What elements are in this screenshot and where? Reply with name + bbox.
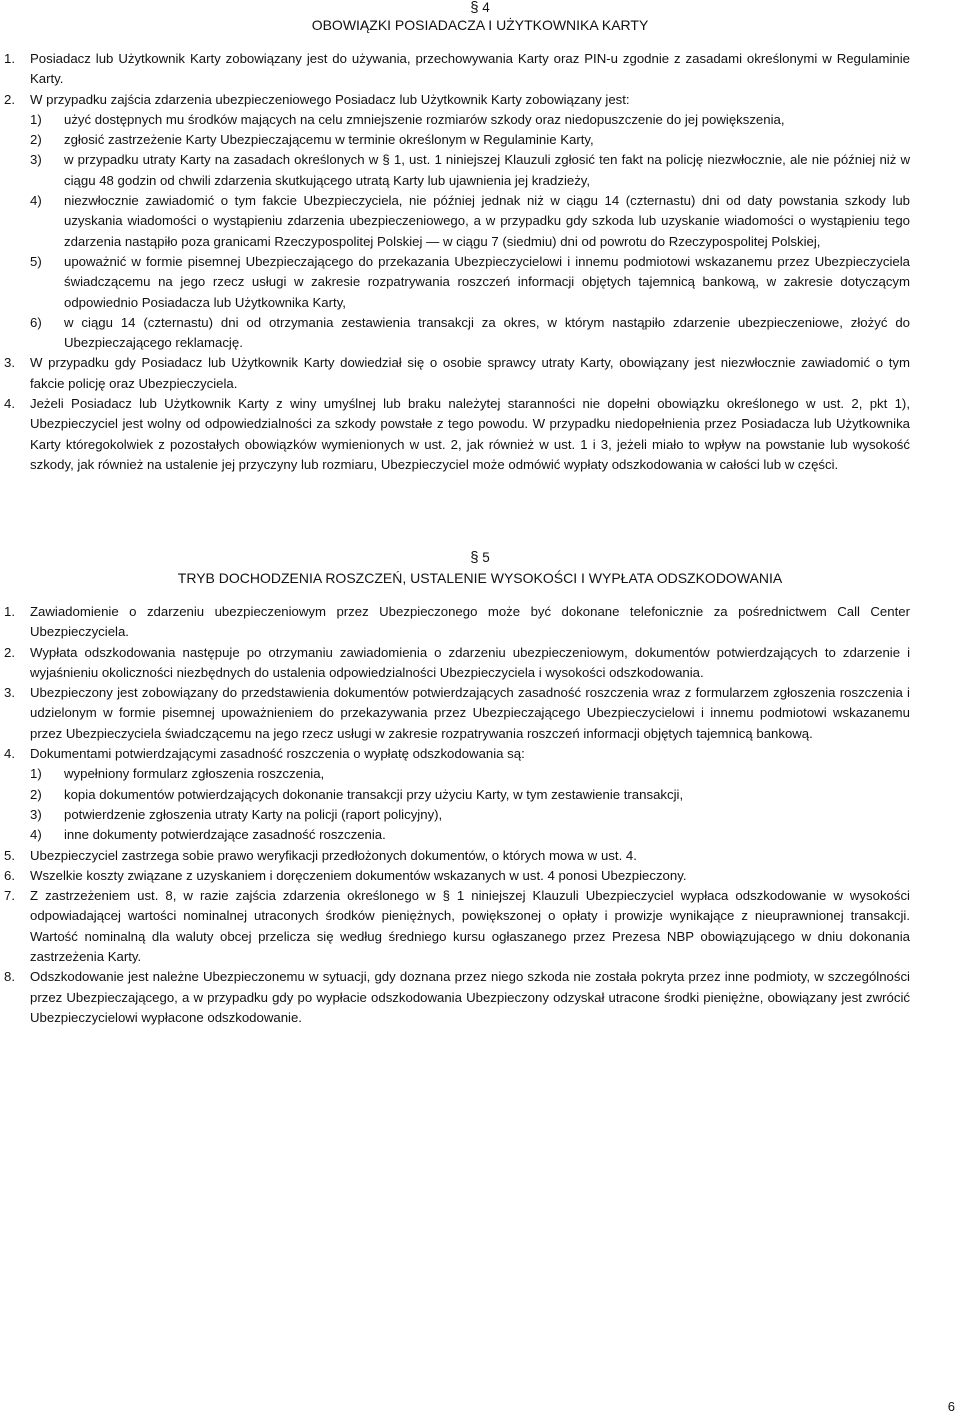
item-number: 2. [4,644,15,660]
list-item [4,394,910,475]
item-text: Ubezpieczyciel zastrzega sobie prawo weryfikacji przedłożonych dokumentów, o których mowa w ust. 4. [30,847,637,863]
section-title: TRYB DOCHODZENIA ROSZCZEŃ, USTALENIE WYSOKOŚCI I WYPŁATA ODSZKODOWANIA [177,570,783,586]
sub-item-number: 4) [30,193,42,209]
item-text: Odszkodowanie jest należne Ubezpieczonemu w sytuacji, gdy doznana przez niego szkoda nie została pokryta przez inne podmioty, w szczególności przez Ubezpieczającego, a w przypadku gdy po wypłacie odszkodowania Ubezpieczony odzyskał utracone środki pieniężne, obowiązany jest zwrócić Ubezpieczycielowi wypłacone odszkodowanie. [30,969,910,1025]
item-number: 8. [4,969,15,985]
item-number: 7. [4,888,15,904]
sub-item-text: inne dokumenty potwierdzające zasadność roszczenia. [64,827,386,843]
sub-item-number: 1) [30,766,42,782]
sub-item-text: upoważnić w formie pisemnej Ubezpieczającego do przekazania Ubezpieczycielowi i innemu podmiotowi wskazanemu przez Ubezpieczyciela świadczącemu na jego rzecz usługi w zakresie rozpatrywania roszczeń informacji objętych tajemnicą bankową, w zakresie dotyczącym odpowiednio Posiadacza lub Użytkownika Karty, [64,253,910,310]
list-item [4,90,910,110]
paragraph-sign: § [470,0,479,16]
item-text: W przypadku zajścia zdarzenia ubezpieczeniowego Posiadacz lub Użytkownik Karty zobowiązany jest: [30,91,630,107]
sub-item [4,150,910,191]
sub-item [4,805,910,825]
item-number: 5. [4,847,15,863]
sub-item-text: potwierdzenie zgłoszenia utraty Karty na policji (raport policyjny), [64,806,443,822]
sub-item [4,130,910,150]
item-number: 2. [4,91,15,107]
item-text: Jeżeli Posiadacz lub Użytkownik Karty z winy umyślnej lub braku należytej staranności nie dopełni obowiązku określonego w ust. 2, pkt 1), Ubezpieczyciel jest wolny od odpowiedzialności za szkody powstałe z tego powodu. W przypadku niedopełnienia przez Posiadacza lub Użytkownika Karty któregokolwiek z pozostałych obowiązków wymienionych w ust. 2, jak również w ust. 1 i 3, jeżeli miało to wpływ na powstanie lub wysokość szkody, jak również na ustalenie jej przyczyny lub rozmiaru, Ubezpieczyciel może odmówić wypłaty odszkodowania w całości lub w części. [30,396,910,472]
section-heading-number [0,0,960,15]
item-number: 1. [4,51,15,66]
sub-item-text: użyć dostępnych mu środków mających na celu zmniejszenie rozmiarów szkody oraz niedopuszczenie do jej powiększenia, [64,111,785,127]
item-number: 4. [4,396,15,412]
sub-item-text: kopia dokumentów potwierdzających dokonanie transakcji przy użyciu Karty, w tym zestawienie transakcji, [64,786,684,802]
sub-item-number: 6) [30,314,42,330]
section-heading-number [0,550,960,565]
item-number: 4. [4,746,15,762]
list-item [4,683,910,744]
item-number: 3. [4,685,15,701]
list-item [4,967,910,1028]
item-text: Posiadacz lub Użytkownik Karty zobowiązany jest do używania, przechowywania Karty oraz PIN-u zgodnie z zasadami określonymi w Regulaminie Karty. [30,51,910,87]
sub-item-number: 3) [30,152,42,168]
sub-item-number: 1) [30,111,42,127]
list-item [4,643,910,684]
sub-item-text: wypełniony formularz zgłoszenia roszczenia, [64,766,325,782]
sub-item-number: 2) [30,786,42,802]
item-text: Z zastrzeżeniem ust. 8, w razie zajścia zdarzenia określonego w § 1 niniejszej Klauzuli Ubezpieczyciel wypłaca odszkodowanie w wysokości odpowiadającej wartości nominalnej utraconych środków pieniężnych, powiększonej o opłaty i prowizje wynikające z nieuprawnionej transakcji. Wartość nominalną dla waluty obcej przelicza się według średniego kursu ogłaszanego przez Prezesa NBP obowiązującego w dniu dokonania zastrzeżenia Karty. [30,888,910,965]
section-number: 4 [482,0,490,15]
sub-item-number: 4) [30,827,42,843]
sub-item-text: w ciągu 14 (czternastu) dni od otrzymania zestawienia transakcji za okres, w którym nastąpiło zdarzenie ubezpieczeniowe, złożyć do Ubezpieczającego reklamację. [64,314,910,351]
list-item [4,353,910,394]
sub-item-number: 2) [30,132,42,148]
paragraph-sign: § [470,549,479,566]
item-text: W przypadku gdy Posiadacz lub Użytkownik Karty dowiedział się o osobie sprawcy utraty Karty, obowiązany jest niezwłocznie zawiadomić o tym fakcie policję oraz Ubezpieczyciela. [30,355,910,391]
section-4-body [0,49,960,475]
item-text: Dokumentami potwierdzającymi zasadność roszczenia o wypłatę odszkodowania są: [30,746,525,762]
section-number: 5 [482,550,490,565]
item-text: Wypłata odszkodowania następuje po otrzymaniu zawiadomienia o zdarzeniu ubezpieczeniowym, dokumentów potwierdzających to zdarzenie i wyjaśnieniu okoliczności niezbędnych do ustalenia odpowiedzialności Ubezpieczyciela i wysokości odszkodowania. [30,644,910,680]
sub-item-text: w przypadku utraty Karty na zasadach określonych w § 1, ust. 1 niniejszej Klauzuli zgłosić ten fakt na policję niezwłocznie, ale nie później niż w ciągu 48 godzin od chwili zdarzenia skutkującego utratą Karty lub ujawnienia jej kradzieży, [64,152,910,188]
list-item [4,602,910,643]
item-number: 1. [4,604,15,619]
item-number: 6. [4,867,15,883]
section-5-body [0,602,960,1028]
sub-item [4,313,910,354]
item-text: Wszelkie koszty związane z uzyskaniem i doręczeniem dokumentów wskazanych w ust. 4 ponosi Ubezpieczony. [30,867,687,883]
sub-item [4,764,910,784]
sub-item [4,191,910,252]
sub-item [4,110,910,130]
sub-item [4,252,910,313]
list-item [4,744,910,764]
list-item [4,49,910,90]
sub-item-number: 5) [30,253,42,269]
page-number: 6 [947,1399,955,1414]
section-title: OBOWIĄZKI POSIADACZA I UŻYTKOWNIKA KARTY [311,17,649,33]
list-item [4,846,910,866]
item-number: 3. [4,355,15,371]
sub-item-text: niezwłocznie zawiadomić o tym fakcie Ubezpieczyciela, nie później jednak niż w ciągu 14 (czternastu) dni od daty powstania szkody lub uzyskania wiadomości o wystąpieniu zdarzenia ubezpieczeniowego, a w przypadku gdy szkoda lub uzyskanie wiadomości o wystąpieniu tego zdarzenia nastąpiło poza granicami Rzeczypospolitej Polskiej — w ciągu 7 (siedmiu) dni od powrotu do Rzeczypospolitej Polskiej, [64,193,910,249]
sub-item [4,785,910,805]
section-4 [0,0,960,475]
list-item [4,886,910,967]
sub-item-text: zgłosić zastrzeżenie Karty Ubezpieczającemu w terminie określonym w Regulaminie Karty, [64,132,594,148]
item-text: Zawiadomienie o zdarzeniu ubezpieczeniowym przez Ubezpieczonego może być dokonane telefonicznie za pośrednictwem Call Center Ubezpieczyciela. [30,604,910,640]
sub-item [4,825,910,845]
item-text: Ubezpieczony jest zobowiązany do przedstawienia dokumentów potwierdzających zasadność roszczenia wraz z formularzem zgłoszenia roszczenia i udzielonym w formie pisemnej upoważnieniem do przekazywania przez Ubezpieczającego Ubezpieczycielowi i innemu podmiotowi wskazanemu przez Ubezpieczyciela świadczącemu na jego rzecz usługi w zakresie rozpatrywania roszczeń informacji objętych tajemnicą bankową. [30,685,910,741]
sub-item-number: 3) [30,806,42,822]
section-5 [0,550,960,1028]
list-item [4,866,910,886]
